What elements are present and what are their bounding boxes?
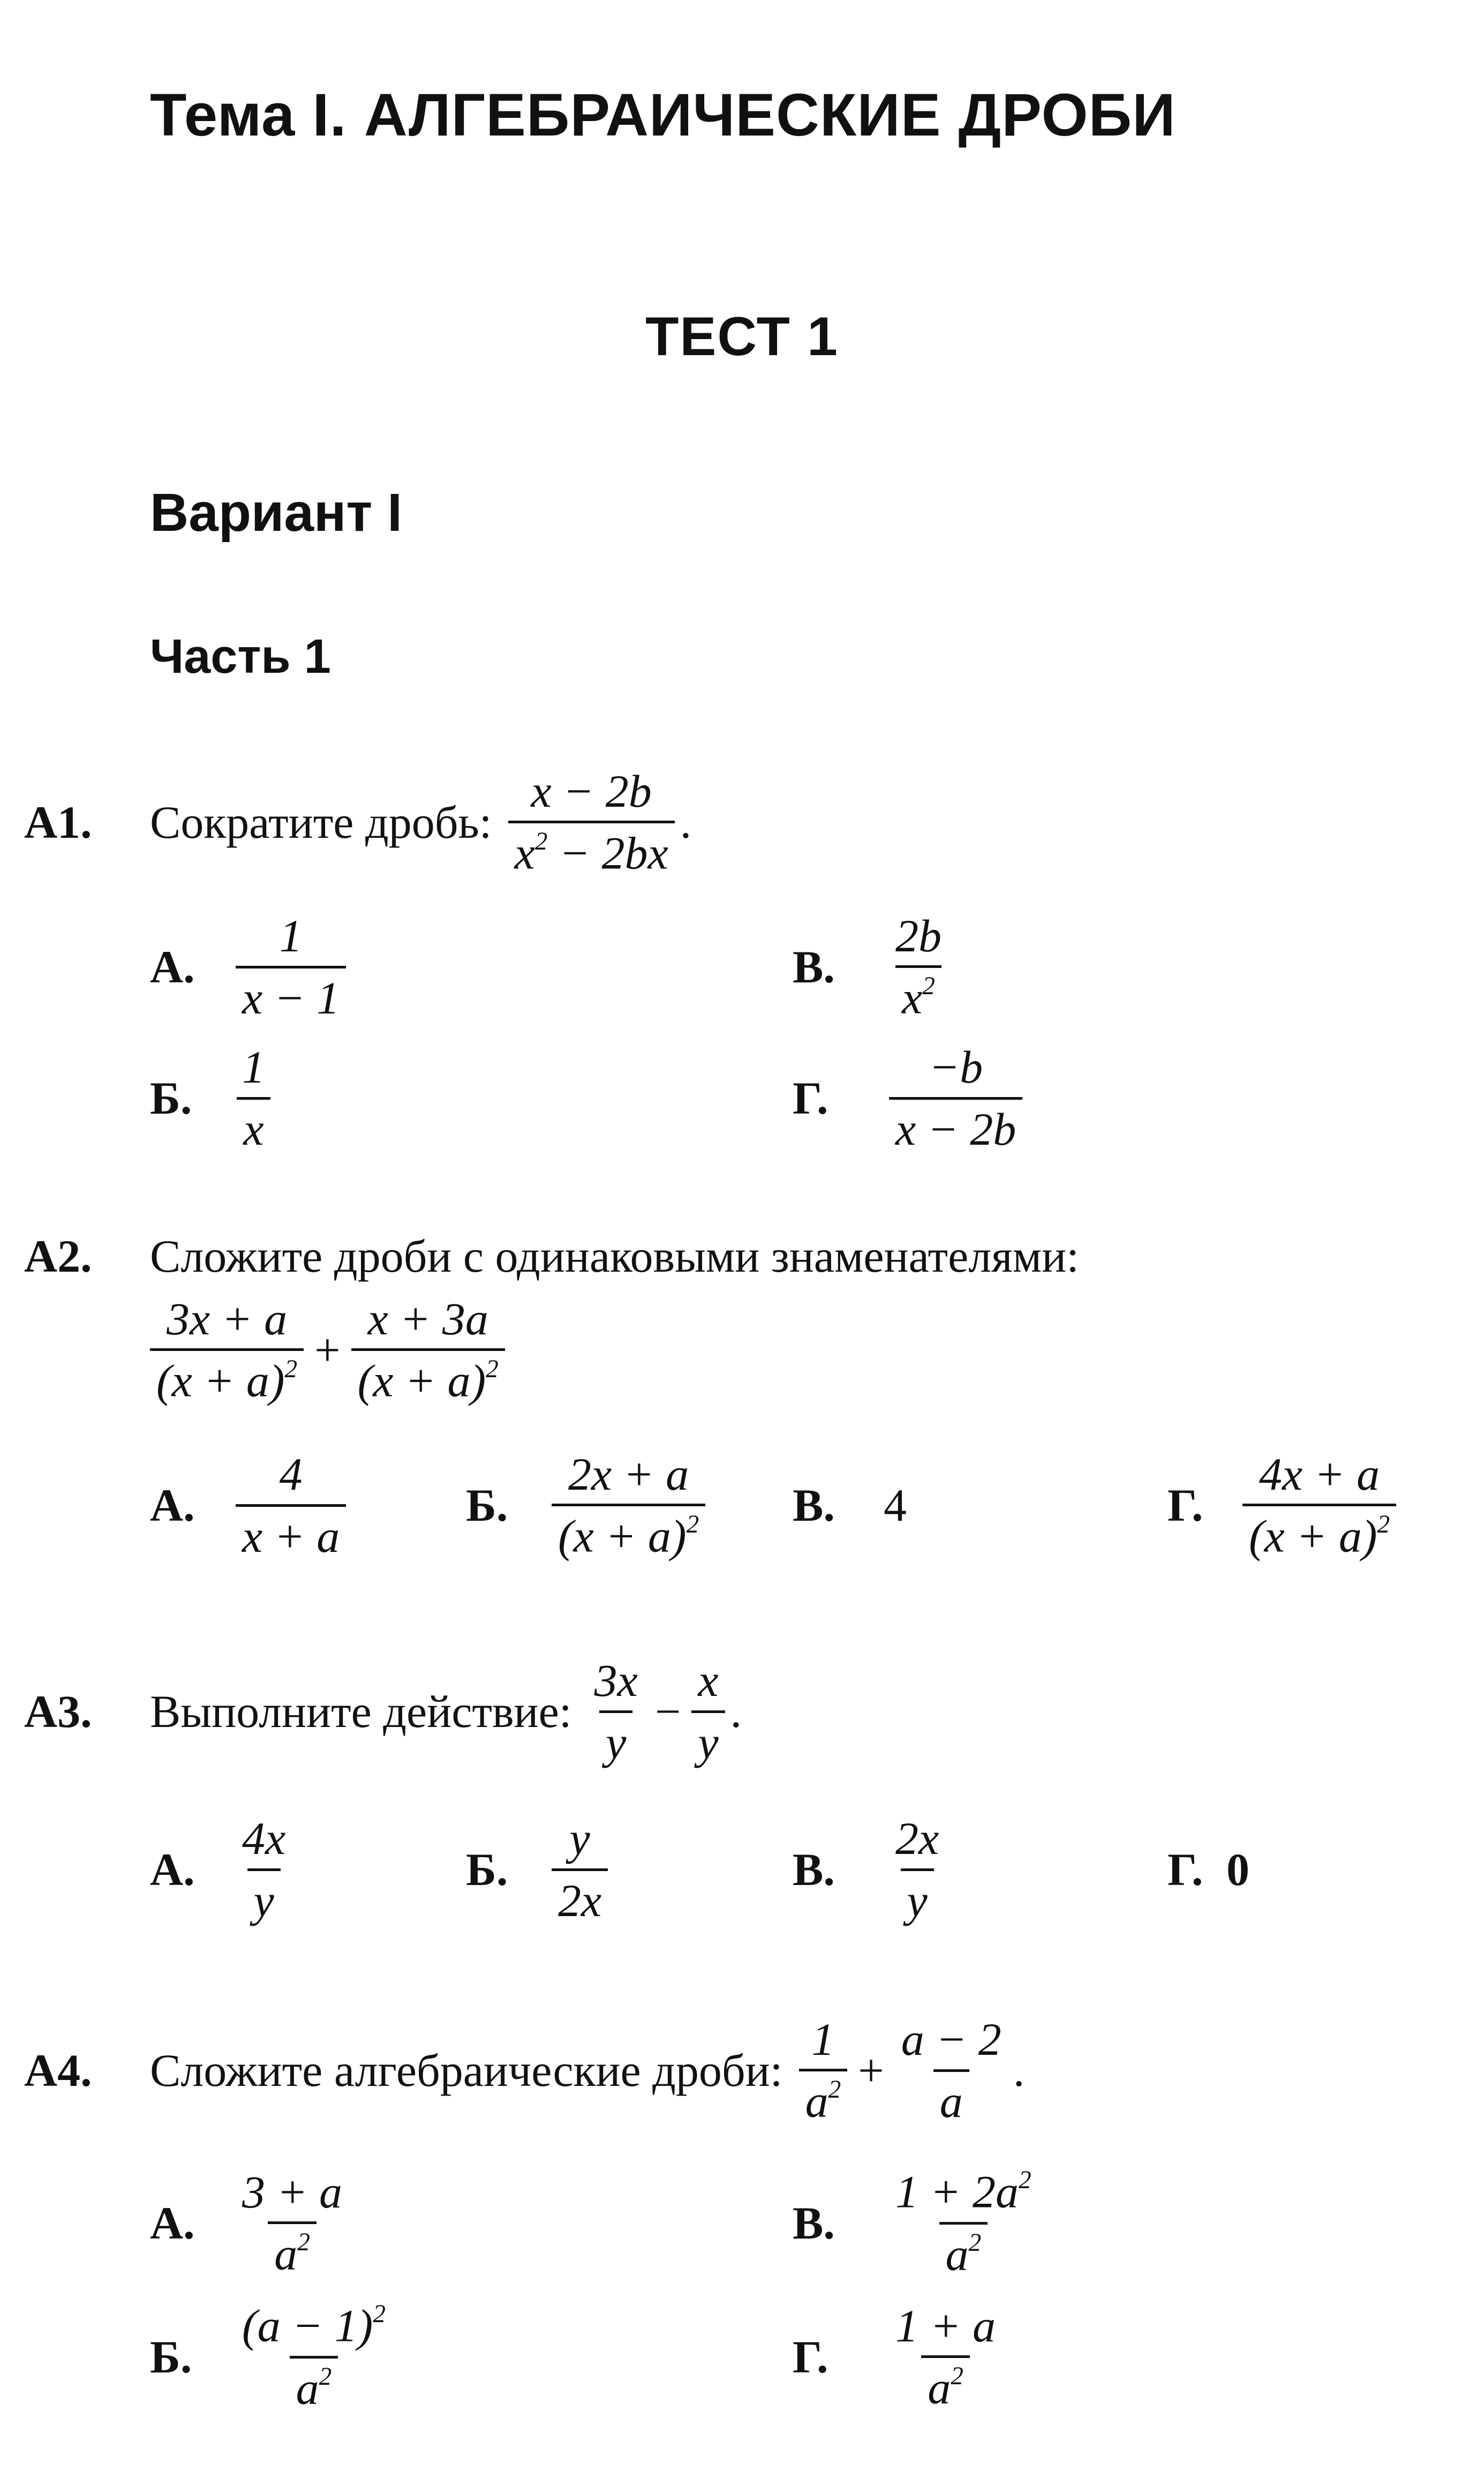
fraction: $\frac{x + 3a}{(x + a)^2}$ <box>351 1294 505 1407</box>
answer-a1-g[interactable] <box>793 1037 1028 1160</box>
fraction: $\frac{1}{x - 1}$ <box>236 911 346 1023</box>
question-a2-expression: $\frac{3x + a}{(x + a)^2}$ + $\frac{x + 3a}{(x + a)^2}$ <box>145 1286 510 1414</box>
answer-a2-a[interactable] <box>150 1441 351 1570</box>
fraction: $\frac{a - 2}{a}$ <box>901 2013 1001 2127</box>
fraction: $\frac{1}{x}$ <box>236 1042 272 1154</box>
answer-letter: В. <box>793 1480 835 1531</box>
answer-letter: А. <box>150 941 195 993</box>
answer-letter: В. <box>793 941 835 993</box>
answer-letter: В. <box>793 1844 835 1895</box>
answer-a1-v[interactable] <box>793 905 953 1028</box>
question-a2 <box>24 1227 1079 1286</box>
question-expression: $\frac{x - 2b}{x^2 - 2bx}$ . <box>503 766 692 879</box>
answer-letter: Б. <box>150 1072 192 1124</box>
answer-letter: Б. <box>466 1844 508 1895</box>
answer-a4-g[interactable] <box>793 2293 1007 2421</box>
answer-a1-a[interactable] <box>150 905 351 1028</box>
answer-a3-b[interactable] <box>466 1805 613 1934</box>
answer-a2-b[interactable] <box>466 1441 711 1570</box>
answer-letter: Г. <box>1167 1480 1203 1531</box>
answer-letter: Г. <box>1167 1844 1203 1895</box>
answer-value: 4 <box>884 1480 907 1531</box>
answer-letter: Г. <box>793 1072 828 1124</box>
answer-letter: Б. <box>150 2331 192 2383</box>
fraction: $\frac{2x + a}{(x + a)^2}$ <box>552 1449 705 1562</box>
fraction <box>508 766 675 879</box>
answer-letter: В. <box>793 2197 835 2249</box>
fraction: $\frac{1}{a^2}$ <box>799 2014 848 2127</box>
question-a3 <box>24 1647 742 1776</box>
test-title: ТЕСТ 1 <box>645 306 839 367</box>
answer-a2-g[interactable] <box>1167 1441 1402 1570</box>
fraction: $\frac{1 + 2a^2}{a^2}$ <box>895 2166 1031 2280</box>
fraction: $\frac{3x}{y}$ <box>594 1654 638 1768</box>
fraction: $\frac{1 + a}{a^2}$ <box>895 2300 996 2414</box>
question-number: А3. <box>24 1686 92 1737</box>
fraction: $\frac{x}{y}$ <box>691 1655 725 1768</box>
variant-title: Вариант I <box>150 483 402 543</box>
question-text: Сложите алгебраические дроби: <box>150 2045 783 2096</box>
answer-letter: Б. <box>466 1480 508 1531</box>
question-text: Выполните действие: <box>150 1686 572 1737</box>
topic-title: Тема I. АЛГЕБРАИЧЕСКИЕ ДРОБИ <box>150 81 1176 148</box>
fraction: $\frac{4}{x + a}$ <box>236 1449 346 1561</box>
fraction: $\frac{2x}{y}$ <box>895 1812 939 1926</box>
question-a1 <box>24 761 691 884</box>
fraction: $\frac{3x + a}{(x + a)^2}$ <box>150 1294 304 1407</box>
fraction: $\frac{3 + a}{a^2}$ <box>242 2166 343 2280</box>
question-number: А4. <box>24 2045 92 2096</box>
question-number: А2. <box>24 1230 92 1282</box>
fraction: $\frac{4x + a}{(x + a)^2}$ <box>1242 1449 1396 1562</box>
fraction: $\frac{(a - 1)^2}{a^2}$ <box>242 2300 386 2414</box>
question-text: Сложите дроби с одинаковыми знаменателями: <box>150 1230 1080 1282</box>
answer-value: 0 <box>1226 1844 1249 1895</box>
answer-a1-b[interactable] <box>150 1037 277 1160</box>
fraction: $\frac{4x}{y}$ <box>242 1812 286 1926</box>
question-expression: $\frac{1}{a^2}$ + $\frac{a - 2}{a}$ . <box>794 2014 1025 2127</box>
answer-a4-a[interactable] <box>150 2159 354 2287</box>
answer-letter: Г. <box>793 2331 828 2383</box>
answer-a2-v[interactable] <box>793 1441 907 1570</box>
answer-a3-g[interactable] <box>1167 1805 1249 1934</box>
question-expression: $\frac{3x}{y}$ − $\frac{x}{y}$ . <box>583 1655 742 1768</box>
fraction: $\frac{-b}{x - 2b}$ <box>889 1042 1022 1154</box>
part-title: Часть 1 <box>150 630 331 684</box>
fraction: $\frac{2b}{x^2}$ <box>895 910 941 1024</box>
answer-a3-a[interactable] <box>150 1805 297 1934</box>
question-a4 <box>24 2006 1025 2135</box>
answer-letter: А. <box>150 2197 195 2249</box>
answer-a3-v[interactable] <box>793 1805 951 1934</box>
question-number: А1. <box>24 797 92 848</box>
answer-letter: А. <box>150 1844 195 1895</box>
answer-a4-v[interactable] <box>793 2159 1043 2287</box>
fraction: $\frac{y}{2x}$ <box>552 1813 608 1926</box>
denominator: $x^2 - 2bx$ <box>508 821 675 878</box>
answer-letter: А. <box>150 1480 195 1531</box>
question-text: Сократите дробь: <box>150 797 492 848</box>
answer-a4-b[interactable] <box>150 2293 397 2421</box>
numerator: x − 2b <box>531 765 652 817</box>
